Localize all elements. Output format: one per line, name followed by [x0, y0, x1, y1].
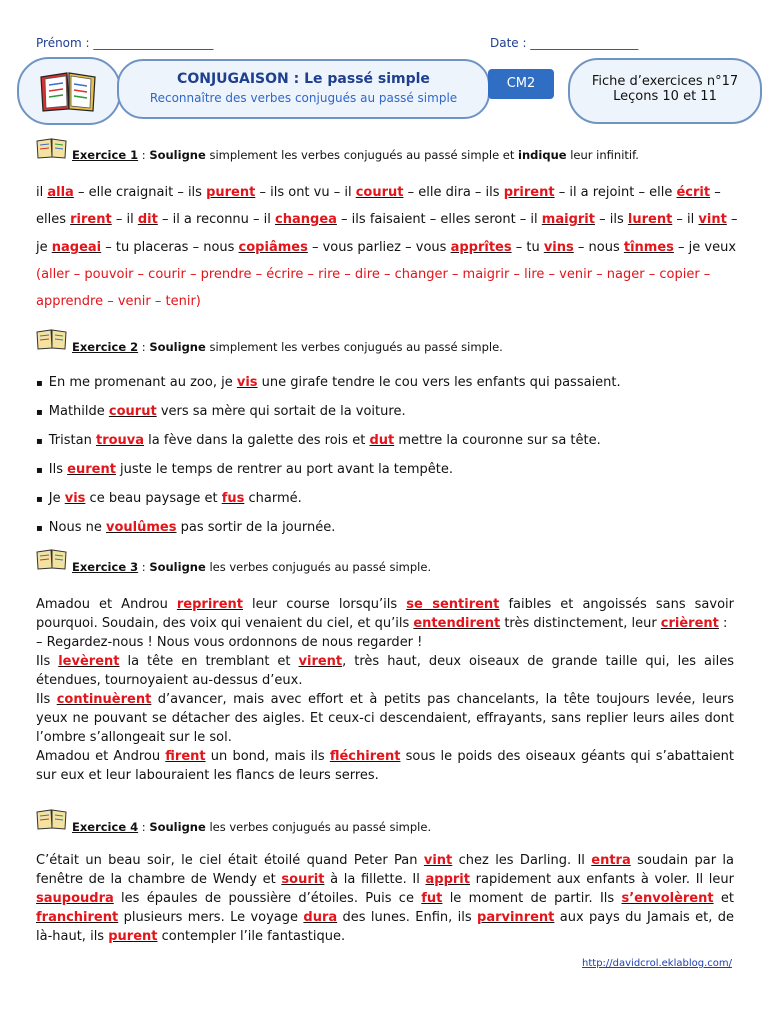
exercise-2-icon-wrap: [36, 328, 68, 354]
exercise-2-list: [36, 373, 621, 539]
verb-answer: apprit: [425, 872, 470, 887]
text-segment: pas sortir de la journée.: [176, 520, 336, 535]
verb-answer: vint: [423, 853, 453, 868]
verb-answer: eurent: [67, 462, 116, 477]
text-segment: – il: [111, 212, 138, 227]
text-segment: –: [726, 212, 738, 227]
exercise-2-instruction: Exercice 2 : Souligne simplement les verbes conjugués au passé simple.: [72, 340, 503, 354]
verb-answer: prirent: [503, 185, 555, 200]
text-segment: à la fillette. Il: [324, 872, 426, 887]
date-field: [490, 36, 638, 50]
verb-answer: courut: [108, 404, 157, 419]
text-segment: juste le temps de rentrer au port avant la tempête.: [115, 462, 454, 477]
text-segment: – ils ont vu – il: [255, 185, 356, 200]
open-book-icon: [19, 59, 119, 123]
list-item: [36, 431, 621, 452]
verb-answer: trouva: [95, 433, 145, 448]
exercise-1-instruction: Exercice 1 : Souligne simplement les verbes conjugués au passé simple et indique leur infinitif.: [72, 148, 639, 162]
verb-answer: parvinrent: [477, 910, 555, 925]
text-segment: soudain par la fenêtre de la chambre de Wendy et: [36, 853, 734, 887]
header-logo: [17, 57, 121, 125]
page-subtitle: Reconnaître des verbes conjugués au passé simple: [149, 91, 458, 105]
verb-answer: voulûmes: [105, 520, 177, 535]
verb-answer: copiâmes: [238, 240, 308, 255]
prenom-field: [36, 36, 213, 50]
text-segment: Nous ne: [48, 520, 106, 535]
verb-answer: tînmes: [623, 240, 674, 255]
text-segment: Ils: [48, 462, 68, 477]
footer-link[interactable]: http://davidcrol.eklablog.com/: [582, 958, 732, 969]
verb-answer: saupoudra: [36, 891, 114, 906]
exercise-3-label: Exercice 3: [72, 560, 139, 574]
verb-answer: rirent: [70, 212, 112, 227]
book-icon: [36, 137, 68, 159]
verb-answer: apprîtes: [450, 240, 512, 255]
exercise-4-text: [36, 851, 734, 946]
verb-answer: crièrent: [660, 616, 719, 631]
text-segment: la tête en tremblant et: [119, 654, 299, 669]
verb-answer: courut: [355, 185, 404, 200]
text-segment: C’était un beau soir, le ciel était étoilé quand Peter Pan: [36, 853, 424, 868]
verb-answer: dut: [369, 433, 395, 448]
list-item: [36, 460, 621, 481]
text-segment: – ils faisaient – elles seront – il: [336, 212, 542, 227]
verb-answer: changea: [275, 212, 337, 227]
verb-answer: entra: [591, 853, 631, 868]
text-segment: leur course lorsqu’ils: [243, 597, 407, 612]
fiche-box: [568, 58, 762, 124]
verb-answer: vis: [64, 491, 86, 506]
list-item: [36, 489, 621, 510]
text-segment: plusieurs mers. Le voyage: [118, 910, 304, 925]
book-icon: [36, 328, 68, 350]
verb-answer: fut: [421, 891, 443, 906]
text-segment: rapidement aux enfants à voler. Il leur: [469, 872, 734, 887]
text-segment: :: [718, 616, 728, 631]
text-segment: – nous: [573, 240, 624, 255]
text-segment: il: [36, 185, 48, 200]
exercise-1-icon-wrap: [36, 137, 68, 163]
exercise-3-icon-wrap: [36, 548, 68, 574]
text-segment: mettre la couronne sur sa tête.: [394, 433, 601, 448]
level-badge: CM2: [488, 69, 554, 99]
text-segment: un bond, mais ils: [205, 749, 330, 764]
prenom-label: Prénom :: [36, 36, 90, 50]
verb-answer: levèrent: [58, 654, 120, 669]
text-segment: Tristan: [48, 433, 96, 448]
text-segment: – elle craignait – ils: [73, 185, 207, 200]
verb-answer: dit: [137, 212, 158, 227]
exercise-4-icon-wrap: [36, 808, 68, 834]
prenom-blank: ____________________: [93, 36, 214, 50]
text-segment: Mathilde: [48, 404, 109, 419]
verb-answer: virent: [298, 654, 343, 669]
text-segment: elles: [36, 212, 71, 227]
text-segment: Ils: [36, 692, 57, 707]
text-segment: Amadou et Androu: [36, 749, 166, 764]
verb-answer: purent: [206, 185, 256, 200]
verb-answer: firent: [165, 749, 206, 764]
exercise-4-label: Exercice 4: [72, 820, 139, 834]
text-segment: –: [710, 185, 721, 200]
text-segment: – ils: [594, 212, 628, 227]
exercise-2-label: Exercice 2: [72, 340, 139, 354]
list-item: [36, 373, 621, 394]
verb-answer: dura: [303, 910, 338, 925]
exercise-1-line-1: [36, 183, 740, 203]
text-segment: Amadou et Androu: [36, 597, 177, 612]
page-title: CONJUGAISON : Le passé simple: [177, 71, 430, 87]
text-segment: – tu: [511, 240, 544, 255]
text-segment: la fève dans la galette des rois et: [144, 433, 370, 448]
verb-answer: fléchirent: [329, 749, 401, 764]
date-blank: __________________: [530, 36, 639, 50]
verb-answer: écrit: [676, 185, 711, 200]
text-segment: – elle dira – ils: [403, 185, 504, 200]
verb-answer: lurent: [627, 212, 673, 227]
text-segment: je: [36, 240, 52, 255]
verb-answer: vint: [698, 212, 727, 227]
text-segment: En me promenant au zoo, je: [48, 375, 237, 390]
header-title-box: [117, 59, 490, 119]
verb-answer: maigrit: [541, 212, 595, 227]
text-segment: – je veux: [673, 240, 737, 255]
fiche-number: Fiche d’exercices n°17: [591, 74, 739, 89]
exercise-1-line-2: [36, 210, 740, 230]
text-segment: – il: [672, 212, 699, 227]
verb-answer: s’envolèrent: [621, 891, 714, 906]
exercise-3-text: [36, 595, 734, 785]
text-segment: les épaules de poussière d’étoiles. Puis ce: [113, 891, 422, 906]
verb-answer: alla: [47, 185, 74, 200]
verb-answer: franchirent: [36, 910, 119, 925]
text-segment: aux pays du Jamais et, de là-haut, ils: [36, 910, 734, 944]
text-segment: faibles et angoissés sans savoir pourquoi. Soudain, des voix qui venaient du ciel, et qu’ils: [36, 597, 735, 631]
text-segment: – Regardez-nous ! Nous vous ordonnons de nous regarder !: [36, 635, 423, 650]
text-segment: chez les Darling. Il: [452, 853, 592, 868]
list-item: [36, 402, 621, 423]
fiche-lessons: Leçons 10 et 11: [613, 89, 717, 104]
book-icon: [36, 548, 68, 570]
exercise-1-answers-2: apprendre – venir – tenir): [36, 294, 201, 309]
verb-answer: continuèrent: [56, 692, 152, 707]
verb-answer: nageai: [51, 240, 102, 255]
text-segment: sous le poids des oiseaux géants qui s’abattaient sur eux et leur labouraient les flancs de leurs serres.: [36, 749, 734, 783]
text-segment: d’avancer, mais avec effort et à petits pas chancelants, la tête toujours levée, leurs yeux ne pouvant se détacher des aigles. Et ceux-ci descendaient, effrayants, sans replier leurs ailes dont l’ombre s’allongeait sur le sol.: [36, 692, 734, 745]
text-segment: , très haut, deux oiseaux de grande taille qui, les ailes étendues, tournoyaient au-dessus d’eux.: [36, 654, 734, 688]
book-icon: [36, 808, 68, 830]
text-segment: ce beau paysage et: [85, 491, 222, 506]
text-segment: – vous parliez – vous: [307, 240, 451, 255]
text-segment: une girafe tendre le cou vers les enfants qui passaient.: [257, 375, 621, 390]
verb-answer: purent: [108, 929, 158, 944]
verb-answer: reprirent: [176, 597, 243, 612]
text-segment: des lunes. Enfin, ils: [337, 910, 478, 925]
exercise-3-instruction: Exercice 3 : Souligne les verbes conjugués au passé simple.: [72, 560, 432, 574]
text-segment: et: [713, 891, 734, 906]
exercise-1-label: Exercice 1: [72, 148, 139, 162]
date-label: Date :: [490, 36, 527, 50]
text-segment: très distinctement, leur: [500, 616, 661, 631]
text-segment: – il a reconnu – il: [157, 212, 276, 227]
verb-answer: fus: [221, 491, 245, 506]
verb-answer: se sentirent: [406, 597, 500, 612]
verb-answer: vins: [543, 240, 574, 255]
verb-answer: sourit: [281, 872, 325, 887]
text-segment: contempler l’ile fantastique.: [157, 929, 346, 944]
text-segment: vers sa mère qui sortait de la voiture.: [156, 404, 406, 419]
verb-answer: entendirent: [413, 616, 501, 631]
exercise-1-answers-1: (aller – pouvoir – courir – prendre – écrire – rire – dire – changer – maigrir – lire – venir – nager – copier –: [36, 267, 711, 282]
text-segment: – tu placeras – nous: [101, 240, 239, 255]
text-segment: le moment de partir. Ils: [442, 891, 622, 906]
list-item: [36, 518, 621, 539]
verb-answer: vis: [236, 375, 258, 390]
text-segment: charmé.: [244, 491, 302, 506]
text-segment: Ils: [36, 654, 59, 669]
text-segment: – il a rejoint – elle: [554, 185, 677, 200]
exercise-1-line-3: [36, 238, 740, 258]
text-segment: Je: [48, 491, 65, 506]
exercise-4-instruction: Exercice 4 : Souligne les verbes conjugués au passé simple.: [72, 820, 432, 834]
